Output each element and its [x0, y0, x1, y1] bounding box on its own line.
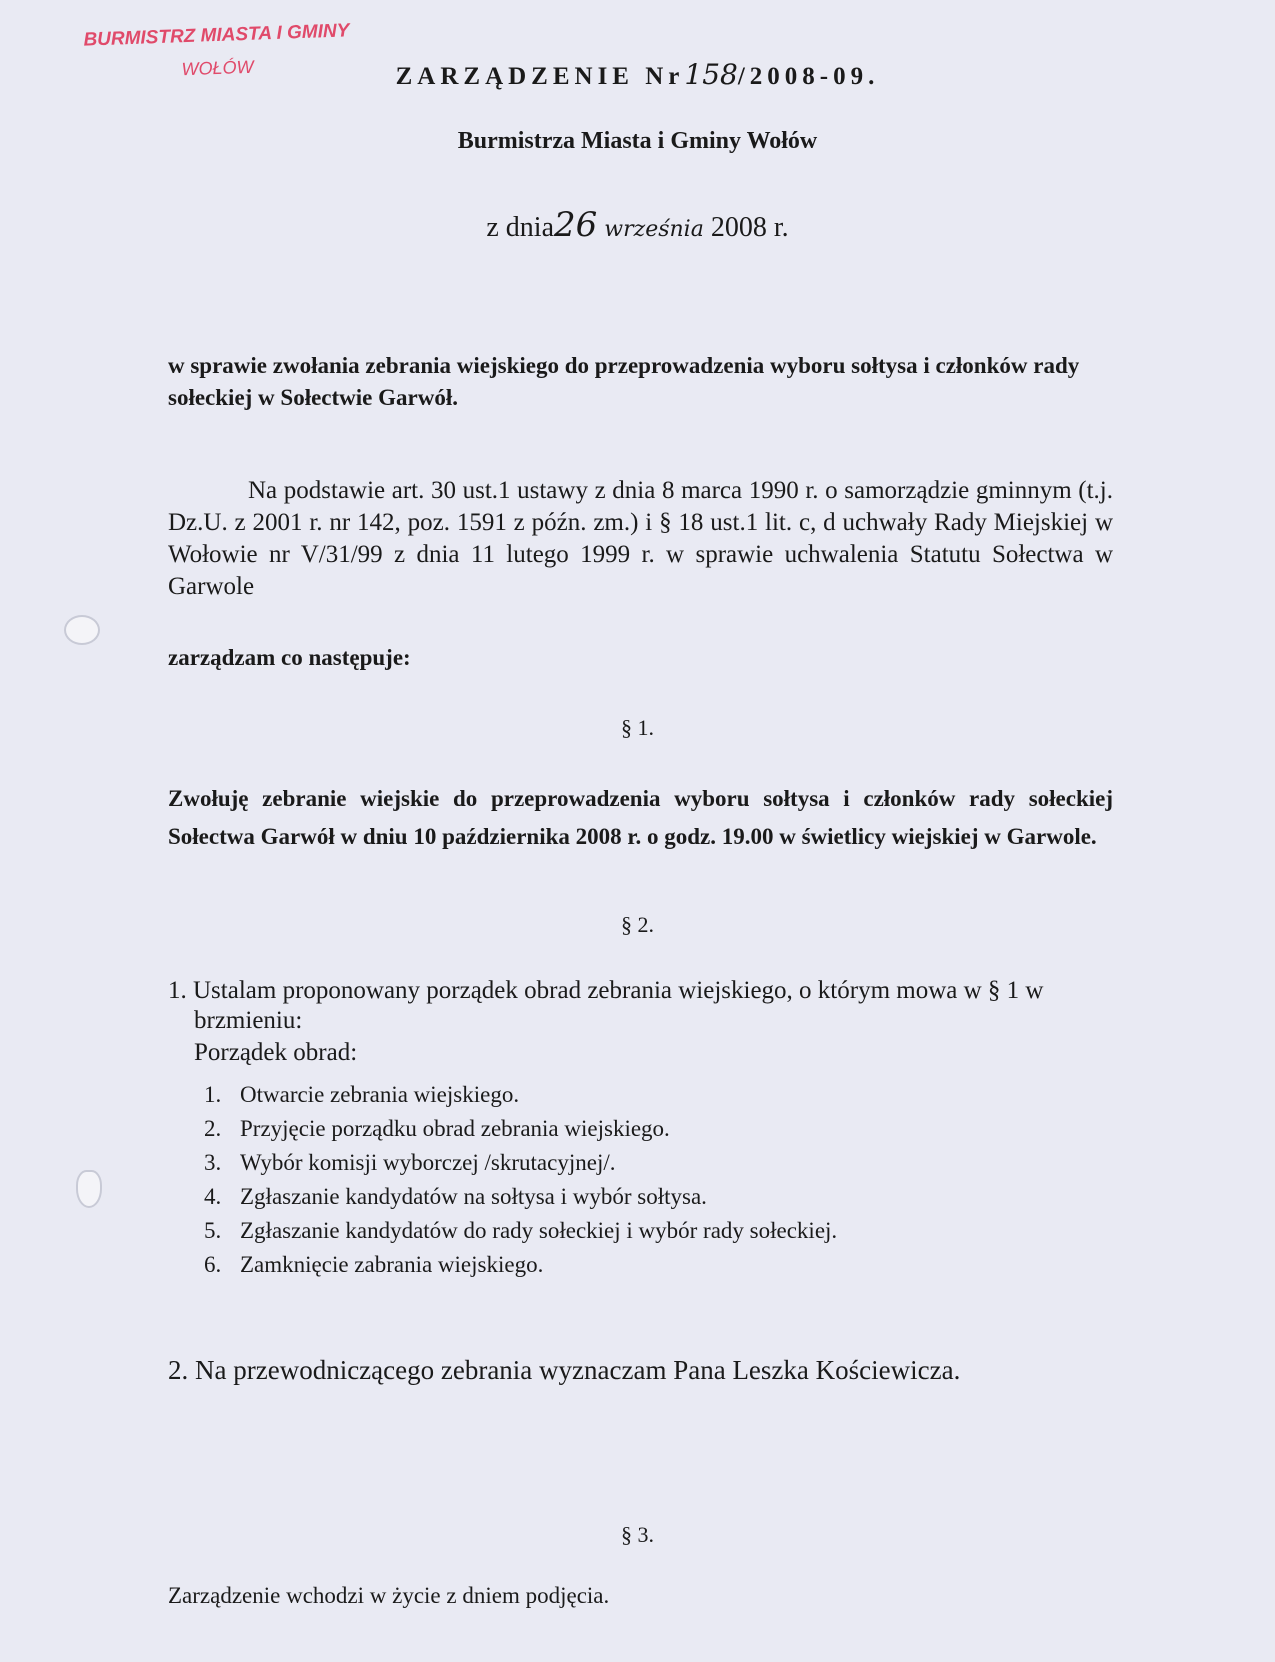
- handwritten-number: 158: [684, 58, 738, 91]
- list-item: 2. Przyjęcie porządku obrad zebrania wiejskiego.: [204, 1116, 670, 1141]
- punch-hole-top: [64, 615, 100, 645]
- section-2: [168, 976, 1113, 1282]
- stamp-line-1: BURMISTRZ MIASTA I GMINY: [83, 20, 350, 51]
- title-suffix: /2008-09.: [737, 63, 880, 90]
- list-item: 5. Zgłaszanie kandydatów do rady sołeckiej i wybór rady sołeckiej.: [204, 1218, 838, 1243]
- legal-basis-text: Na podstawie art. 30 ust.1 ustawy z dnia 8 marca 1990 r. o samorządzie gminnym (t.j. Dz.U. z 2001 r. nr 142, poz. 1591 z późn. zm.) i § 18 ust.1 lit. c, d uchwały Rady Miejskiej w Wołowie nr V/31/99 z dnia 11 lutego 1999 r. w sprawie uchwalenia Statutu Sołectwa w Garwole: [168, 477, 1113, 600]
- list-item: 3. Wybór komisji wyborczej /skrutacyjnej/.: [204, 1150, 616, 1175]
- section-2-point-2: 2. Na przewodniczącego zebrania wyznaczam Pana Leszka Kościewicza.: [168, 1355, 961, 1385]
- agenda-list: [204, 1078, 1113, 1282]
- title-prefix: ZARZĄDZENIE Nr: [395, 63, 685, 90]
- date-prefix: z dnia: [486, 212, 554, 243]
- section-2-heading: § 2.: [621, 912, 654, 937]
- section-1-text: Zwołuję zebranie wiejskie do przeprowadzenia wyboru sołtysa i członków rady sołeckiej Sołectwa Garwół w dniu 10 października 2008 r. o godz. 19.00 w świetlicy wiejskiej w Garwole.: [168, 786, 1113, 849]
- issuer: Burmistrza Miasta i Gminy Wołów: [457, 128, 818, 154]
- date-suffix: 2008 r.: [710, 212, 789, 243]
- section-3-heading: § 3.: [621, 1522, 654, 1547]
- section-3-text: Zarządzenie wchodzi w życie z dniem podjęcia.: [168, 1583, 610, 1608]
- list-item: 4. Zgłaszanie kandydatów na sołtysa i wybór sołtysa.: [204, 1184, 707, 1209]
- section-1-heading: § 1.: [621, 715, 654, 740]
- handwritten-month: września: [604, 217, 704, 242]
- legal-basis: [168, 475, 1113, 603]
- stamp-line-2: WOŁÓW: [181, 56, 254, 80]
- document-date: [0, 205, 1275, 245]
- handwritten-day: 26: [554, 205, 598, 245]
- list-item: 6. Zamknięcie zabrania wiejskiego.: [204, 1252, 544, 1277]
- list-item: 1. Otwarcie zebrania wiejskiego.: [204, 1082, 520, 1107]
- agenda-title: Porządek obrad:: [194, 1039, 358, 1066]
- section-2-point-1: 1. Ustalam proponowany porządek obrad zebrania wiejskiego, o którym mowa w § 1 w brzmieniu:: [168, 977, 1044, 1034]
- subject: w sprawie zwołania zebrania wiejskiego do przeprowadzenia wyboru sołtysa i członków rady sołeckiej w Sołectwie Garwół.: [168, 353, 1080, 410]
- document-title: [0, 58, 1275, 91]
- order-intro: zarządzam co następuje:: [168, 645, 411, 670]
- punch-hole-bottom: [76, 1170, 102, 1208]
